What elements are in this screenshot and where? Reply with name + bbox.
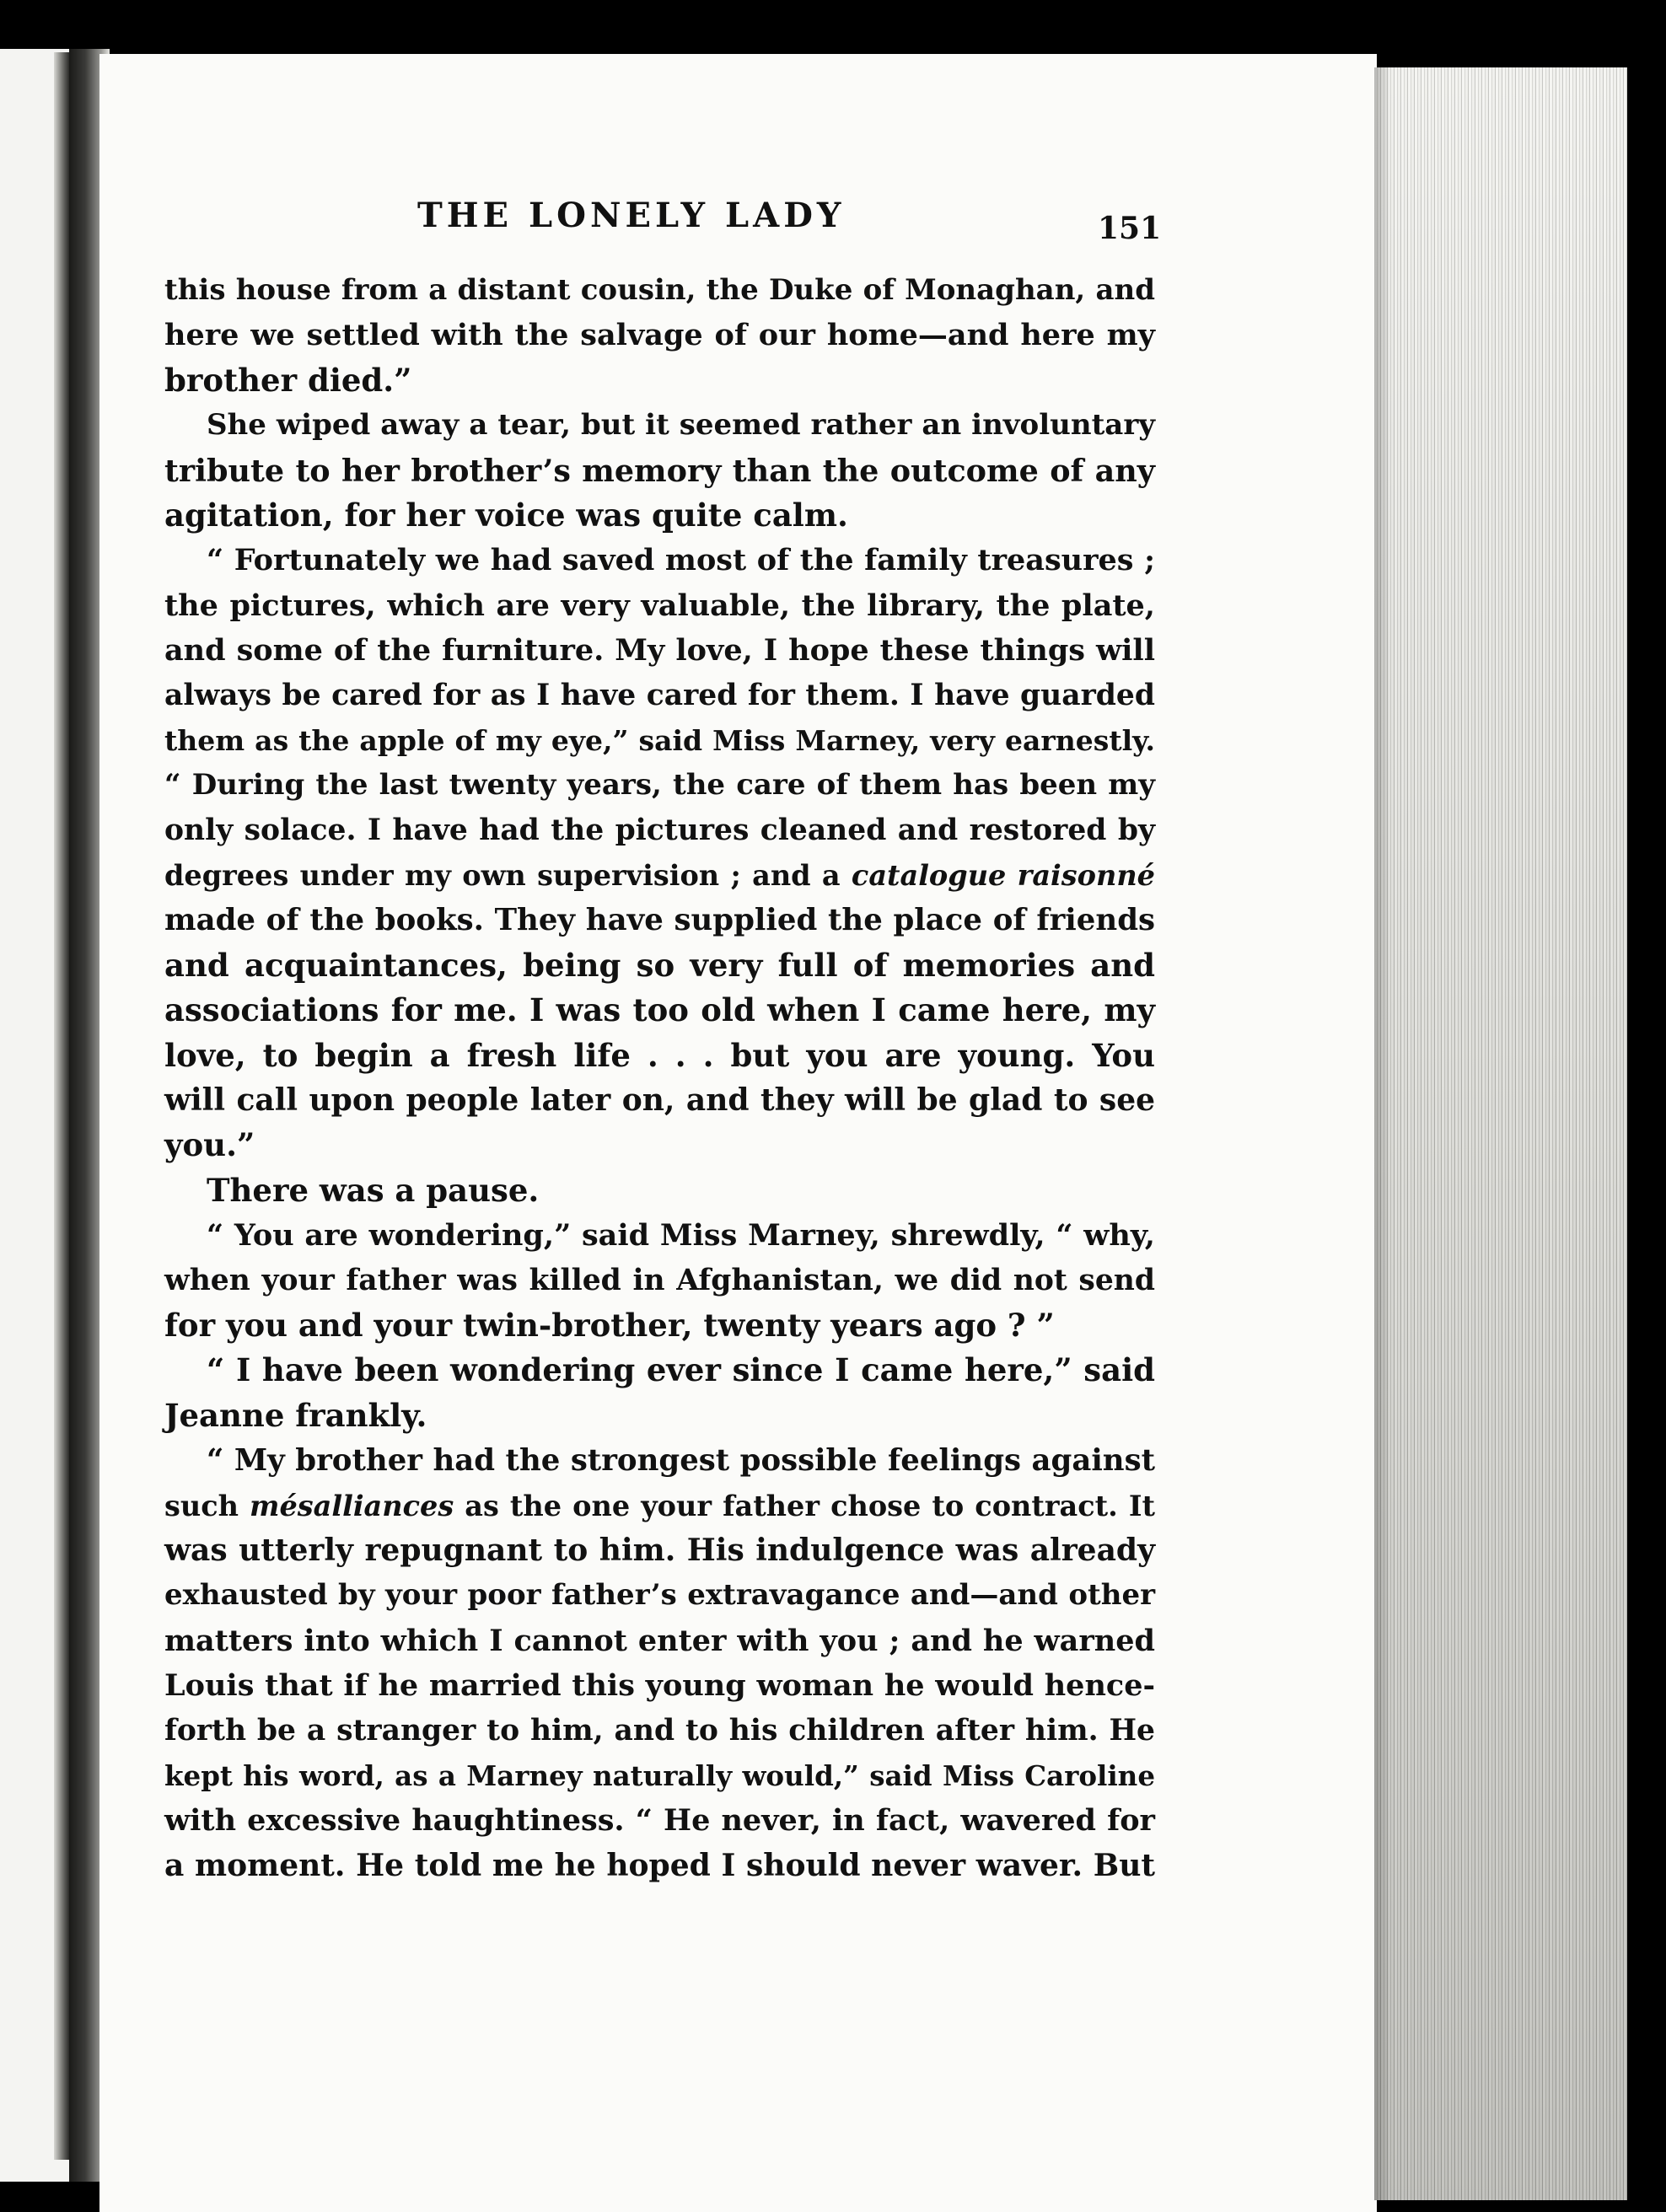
italic-phrase: mésalliances [250,1489,454,1522]
text-line-run: “ My brother had the strongest possible feelings against [207,1443,1155,1479]
text-line-run: brother died.” [164,361,412,399]
text-line-run: a moment. He told me he hoped I should never waver. But [164,1847,1155,1883]
text-line-run: this house from a distant cousin, the Duke of Monaghan, and [164,273,1155,307]
text-line [164,1303,1155,1348]
text-line [164,448,1155,493]
text-line [164,1663,1155,1708]
text-line-run: “ You are wondering,” said Miss Marney, shrewdly, “ why, [207,1218,1155,1254]
text-line [164,1573,1155,1618]
italic-phrase: catalogue raisonné [851,859,1155,893]
text-line [164,1619,1155,1663]
text-line-run: love, to begin a fresh life . . . but you are young. You [164,1036,1155,1074]
text-line [164,1753,1155,1798]
text-line [164,628,1155,673]
text-line-run: was utterly repugnant to him. His indulgence was already [164,1532,1155,1568]
text-line [164,1348,1155,1393]
text-line [164,1528,1155,1573]
text-line [164,898,1155,942]
text-line-run: the pictures, which are very valuable, the library, the plate, [164,588,1155,623]
text-line [164,1123,1155,1168]
text-line [164,538,1155,583]
text-line [164,943,1155,988]
text-line [164,1259,1155,1303]
text-line-run: Jeanne frankly. [164,1396,427,1434]
text-line [164,1798,1155,1843]
text-line [164,313,1155,357]
text-line [164,988,1155,1033]
text-line-run: “ During the last twenty years, the care of them has been my [164,768,1155,803]
text-line [164,1213,1155,1258]
text-line-run: and acquaintances, being so very full of memories and [164,946,1155,984]
text-line-run: kept his word, as a Marney naturally would,” said Miss Caroline [164,1758,1155,1792]
running-title: THE LONELY LADY [417,196,846,235]
text-line-run: here we settled with the salvage of our home—and here my [164,318,1155,353]
page-number: 151 [1098,211,1162,246]
text-line-run: only solace. I have had the pictures cleaned and restored by [164,813,1155,847]
text-line-run: them as the apple of my eye,” said Miss Marney, very earnestly. [164,723,1155,757]
text-line-run: “ I have been wondering ever since I came here,” said [207,1351,1155,1389]
text-line [164,268,1155,313]
text-line [164,1393,1155,1438]
page-edge-shadow [1374,67,1391,2200]
text-line [164,763,1155,808]
text-line-run: matters into which I cannot enter with you ; and he warned [164,1623,1155,1658]
left-page-edge [54,52,69,2160]
text-line-run: Louis that if he married this young woman he would hence- [164,1668,1155,1704]
text-line-run: She wiped away a tear, but it seemed rather an involuntary [207,408,1155,443]
text-line-run: will call upon people later on, and they will be glad to see [164,1082,1155,1119]
text-line [164,1168,1155,1213]
text-line-run: agitation, for her voice was quite calm. [164,496,848,534]
text-line [164,853,1155,898]
text-line [164,718,1155,763]
text-line [164,1078,1155,1123]
text-line-run: forth be a stranger to him, and to his children after him. He [164,1713,1155,1748]
text-line-run: such [164,1489,250,1522]
text-line-run: “ Fortunately we had saved most of the family treasures ; [207,543,1155,578]
body-text [164,268,1155,1888]
text-line [164,808,1155,853]
text-line-run: There was a pause. [207,1171,540,1209]
text-line-run: you.” [164,1126,255,1164]
text-line-run: exhausted by your poor father’s extravagance and—and other [164,1578,1155,1613]
text-line [164,1709,1155,1753]
text-line [164,674,1155,718]
text-line-run: and some of the furniture. My love, I hope these things will [164,633,1155,668]
text-line [164,358,1155,403]
text-line-run: degrees under my own supervision ; and a [164,859,852,893]
text-line-run: when your father was killed in Afghanistan, we did not send [164,1263,1155,1297]
text-line-run: with excessive haughtiness. “ He never, in fact, wavered for [164,1803,1155,1839]
text-line [164,403,1155,448]
text-line-run: always be cared for as I have cared for them. I have guarded [164,678,1155,712]
text-line-run: associations for me. I was too old when I came here, my [164,991,1155,1029]
text-line [164,1844,1155,1888]
text-line-run: made of the books. They have supplied the place of friends [164,903,1155,938]
text-line-run: tribute to her brother’s memory than the outcome of any [164,452,1155,489]
text-line [164,1438,1155,1483]
text-line [164,1034,1155,1078]
text-line-run: as the one your father chose to contract. It [454,1489,1155,1522]
text-line [164,1484,1155,1528]
page-fore-edge [1374,67,1627,2200]
text-line [164,583,1155,628]
text-line-run: for you and your twin-brother, twenty years ago ? ” [164,1306,1055,1344]
text-line [164,493,1155,538]
